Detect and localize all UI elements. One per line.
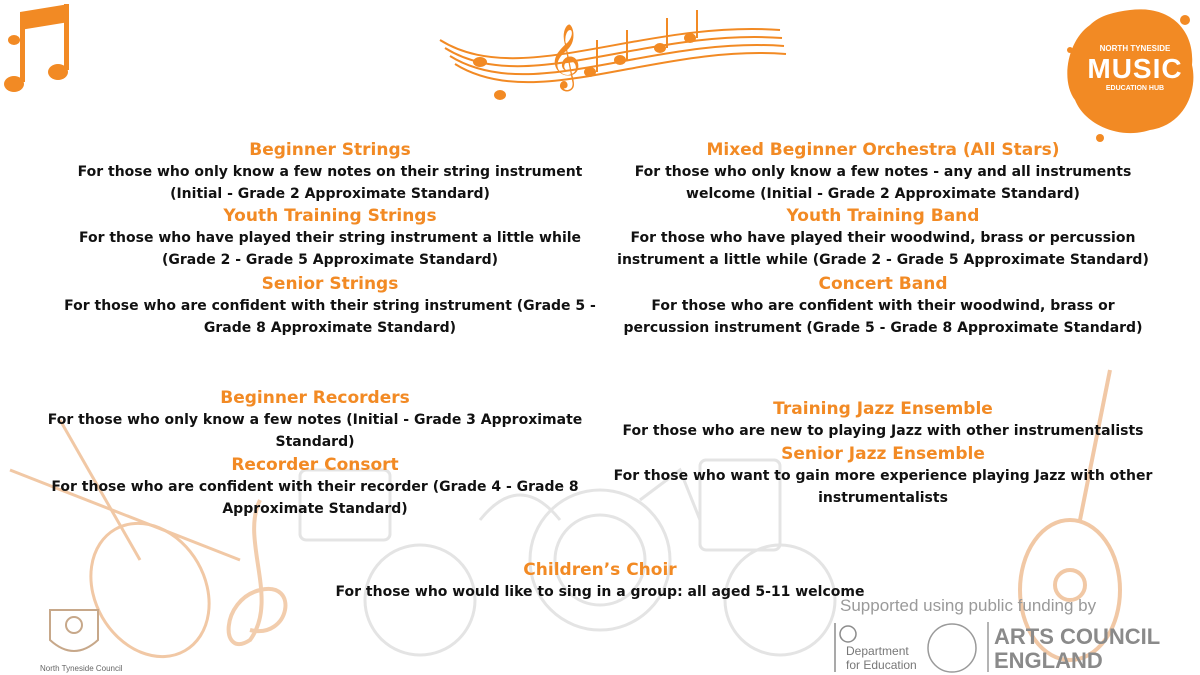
music-swirl-notes-icon <box>473 10 698 100</box>
group-title: Youth Training Band <box>786 206 980 226</box>
group-mixed-beginner-orchestra <box>583 140 1183 205</box>
group-youth-training-band <box>583 206 1183 271</box>
group-description-line: For those who are confident with their recorder (Grade 4 - Grade 8 <box>51 479 579 495</box>
group-description-line: For those who would like to sing in a group: all aged 5-11 welcome <box>335 584 865 600</box>
group-title: Beginner Recorders <box>220 388 410 408</box>
group-title: Beginner Strings <box>249 140 411 160</box>
group-title: Children’s Choir <box>523 560 677 580</box>
council-label: North Tyneside Council <box>40 664 123 673</box>
group-childrens-choir <box>300 560 900 603</box>
group-title: Training Jazz Ensemble <box>773 399 993 419</box>
group-description-line: Grade 8 Approximate Standard) <box>203 320 457 336</box>
logo-line-2: MUSIC <box>1087 53 1183 84</box>
group-concert-band <box>583 274 1183 339</box>
group-youth-training-strings <box>30 206 630 271</box>
group-senior-jazz-ensemble <box>583 444 1183 509</box>
group-description-line: For those who only know a few notes - any and all instruments <box>634 164 1132 180</box>
group-description-line: (Initial - Grade 2 Approximate Standard) <box>170 186 490 202</box>
group-description-line: welcome (Initial - Grade 2 Approximate Standard) <box>686 186 1080 202</box>
group-description-line: For those who have played their string instrument a little while <box>78 230 582 246</box>
group-title: Concert Band <box>818 274 948 294</box>
group-senior-strings <box>30 274 630 339</box>
arts-council-wordmark-line-2: ENGLAND <box>994 648 1103 673</box>
group-description-line: For those who only know a few notes (Initial - Grade 3 Approximate <box>47 412 583 428</box>
group-beginner-strings <box>30 140 630 205</box>
council-crest-icon <box>50 610 98 651</box>
group-description-line: For those who are new to playing Jazz with other instrumentalists <box>622 423 1144 439</box>
group-title: Senior Jazz Ensemble <box>781 444 985 464</box>
music-notes-icon <box>4 4 69 92</box>
group-description-line: instrumentalists <box>818 490 948 506</box>
group-title: Youth Training Strings <box>223 206 437 226</box>
treble-clef-watermark-icon <box>229 500 286 644</box>
group-title: Recorder Consort <box>231 455 399 475</box>
group-description-line: For those who want to gain more experience playing Jazz with other <box>613 468 1153 484</box>
treble-clef-icon: 𝄞 <box>548 24 582 89</box>
funding-statement: Supported using public funding by <box>840 596 1097 615</box>
group-description-line: percussion instrument (Grade 5 - Grade 8 Approximate Standard) <box>623 320 1143 336</box>
group-description-line: For those who are confident with their woodwind, brass or <box>651 298 1115 314</box>
group-recorder-consort <box>15 455 615 520</box>
group-description-line: instrument a little while (Grade 2 - Grade 5 Approximate Standard) <box>617 252 1149 268</box>
group-title: Mixed Beginner Orchestra (All Stars) <box>706 140 1060 160</box>
group-description-line: For those who are confident with their string instrument (Grade 5 - <box>64 298 596 314</box>
arts-council-roundel-icon <box>928 622 988 672</box>
dfe-label-line-1: Department <box>846 644 909 658</box>
music-staff-swirl-icon <box>440 29 786 82</box>
group-beginner-recorders <box>15 388 615 453</box>
logo-line-3: EDUCATION HUB <box>1105 85 1165 92</box>
group-description-line: For those who have played their woodwind, brass or percussion <box>630 230 1136 246</box>
dfe-label-line-2: for Education <box>846 658 917 672</box>
group-description-line: For those who only know a few notes on their string instrument <box>77 164 583 180</box>
group-training-jazz-ensemble <box>583 399 1183 442</box>
group-description-line: (Grade 2 - Grade 5 Approximate Standard) <box>161 252 499 268</box>
logo-line-1: NORTH TYNESIDE <box>1099 44 1171 53</box>
logo-text <box>1074 44 1196 94</box>
arts-council-wordmark-line-1: ARTS COUNCIL <box>994 624 1161 649</box>
group-title: Senior Strings <box>261 274 399 294</box>
group-description-line: Approximate Standard) <box>222 501 408 517</box>
group-description-line: Standard) <box>275 434 355 450</box>
